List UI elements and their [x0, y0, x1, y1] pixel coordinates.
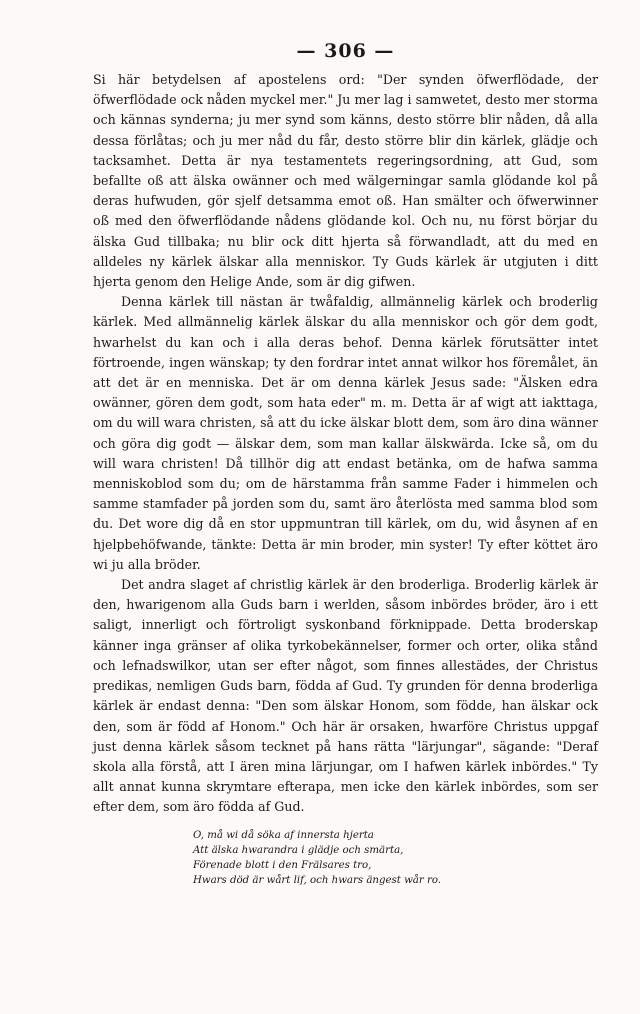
paragraph-2: Denna kärlek till nästan är twåfaldig, allmännelig kärlek och broderlig kärlek. Med allmännelig kärlek älskar du alla menniskor och gör dem godt, hwarhelst du kan och i alla deras behof. Denna kärlek förutsätter intet förtroende, ingen wänskap; ty den fordrar intet annat wilkor hos föremålet, än att det är en menniska. Det är om denna kärlek Jesus sade: "Älsken edra owänner, gören dem godt, som hata eder" m. m. Detta är af wigt att iakttaga, om du will wara christen, så att du icke älskar blott dem, som äro dina wänner och göra dig godt — älskar dem, som man kallar älskwärda. Icke så, om du will wara christen! Då tillhör dig att endast betänka, om de hafwa samma menniskoblod som du; om de härstamma från samme Fader i himmelen och samme stamfader på jorden som du, samt äro återlösta med samma blod som du. Det wore dig då en stor uppmuntran till kärlek, om du, wid åsynen af en hjelpbehöfwande, tänkte: Detta är min broder, min syster! Ty efter köttet äro wi ju alla bröder. [93, 294, 598, 572]
verse-line: Förenade blott i den Frälsares tro, [193, 859, 372, 871]
verse-line: O, må wi då söka af innersta hjerta [193, 829, 374, 841]
paragraph-1: Si här betydelsen af apostelens ord: "Der synden öfwerflödade, der öfwerflödade ock nåden myckel mer." Ju mer lag i samwetet, desto mer storma och kännas synderna; ju mer synd som känns, desto större blir nåden, då alla dessa förlåtas; och ju mer nåd du får, desto större blir din kärlek, glädje och tacksamhet. Detta är nya testamentets regeringsordning, att Gud, som befallte oß att älska owänner och med wälgerningar samla glödande kol på deras hufwuden, gör sjelf detsamma emot oß. Han smälter och öfwerwinner oß med den öfwerflödande nådens glödande kol. Och nu, nu först börjar du älska Gud tillbaka; nu blir ock ditt hjerta så förwandladt, att du med en alldeles ny kärlek älskar alla menniskor. Ty Guds kärlek är utgjuten i ditt hjerta genom den Helige Ande, som är dig gifwen. [93, 72, 598, 290]
page-number: — 306 — [296, 40, 395, 62]
closing-verse [193, 828, 598, 888]
paragraph-3: Det andra slaget af christlig kärlek är den broderliga. Broderlig kärlek är den, hwarigenom alla Guds barn i werlden, såsom inbördes bröder, äro i ett saligt, innerligt och förtroligt syskonband förknippade. Detta broderskap känner inga gränser af olika tyrkobekännelser, former och orter, olika stånd och lefnadswilkor, utan ser efter något, som finnes allestädes, der Christus predikas, nemligen Guds barn, födda af Gud. Ty grunden för denna broderliga kärlek är endast denna: "Den som älskar Honom, som födde, han älskar ock den, som är född af Honom." Och här är orsaken, hwarföre Christus uppgaf just denna kärlek såsom tecknet på hans rätta "lärjungar", sägande: "Deraf skola alla förstå, att I ären mina lärjungar, om I hafwen kärlek inbördes." Ty allt annat kunna skrymtare efterapa, men icke den kärlek inbördes, som ser efter dem, som äro födda af Gud. [93, 577, 598, 815]
body-text [93, 70, 598, 818]
verse-line: Att älska hwarandra i glädje och smärta, [193, 844, 404, 856]
verse-line: Hwars död är wårt lif, och hwars ängest wår ro. [193, 874, 442, 886]
